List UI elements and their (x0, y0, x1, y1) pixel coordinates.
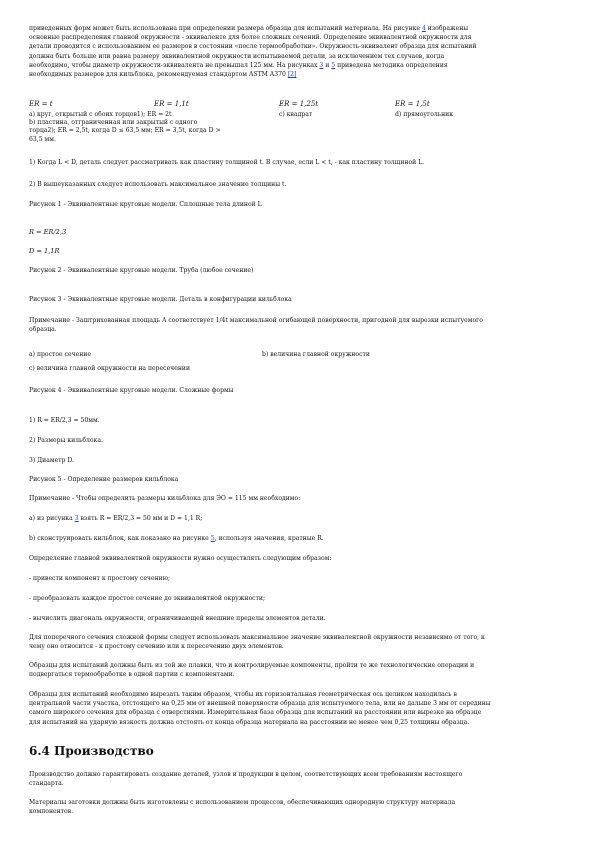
formula-r: R = ER/2,3 (29, 228, 67, 236)
intro-line: необходимых размеров для кильблока, рекомендуемая стандартом ASTM A370 (29, 71, 286, 79)
link-reference-2[interactable]: [2] (287, 71, 297, 79)
figure4-label-a: а) простое сечение (29, 351, 91, 358)
paragraph-line: Производство должно гарантировать создание деталей, узлов и продукции в целом, соответствующих всем требованиям настоящего (29, 771, 463, 778)
figure1-label-b-line: b) пластина, отграниченная или закрытый с одного (29, 119, 198, 126)
example-step-b (29, 534, 569, 543)
link-figure-5[interactable]: 5 (331, 61, 336, 69)
figure3-note (29, 316, 569, 334)
figure5-step-3: 3) Диаметр D. (29, 457, 75, 464)
formula-er-1-1t: ER = 1,1t (154, 100, 189, 108)
figure1-caption: Рисунок 1 - Эквивалентные круговые модели. Сплошные тела длиной L (29, 201, 262, 208)
figure1-label-d: d) прямоугольник (395, 111, 453, 118)
paragraph-cutting (29, 690, 569, 727)
example-note: Примечание - Чтобы определить размеры кильблока для ЭО = 115 мм необходимо: (29, 495, 301, 502)
link-figure-4[interactable]: 4 (421, 25, 426, 32)
paragraph-cross-section (29, 633, 569, 651)
intro-line: детали проводится с использованием ее размеров в состоянии «после термообработки». Окружность-эквивалент образца для испытаний (29, 43, 477, 51)
figure4-labels-row1 (29, 351, 569, 360)
figure2-caption: Рисунок 2 - Эквивалентные круговые модели. Труба (любое сечение) (29, 267, 254, 274)
paragraph-specimens (29, 661, 569, 679)
figure5-step-1: 1) R = ER/2,3 = 50мм. (29, 417, 100, 424)
example-text: взять R = ER/2,3 = 50 мм и D = 1,1 R; (80, 515, 203, 522)
procedure-item: - вычислить диагональ окружности, ограничивающей внешние пределы элементов детали. (29, 615, 326, 622)
figure3-caption: Рисунок 3 - Эквивалентные круговые модели. Деталь в конфигурации кильблока (29, 296, 292, 303)
intro-paragraph (29, 24, 569, 79)
paragraph-line: центральной части участка, отстоящего на 0,25 мм от внешней поверхности образца для испытуемого тела, или не дальше 3 мм от середины (29, 700, 491, 708)
paragraph-line: самого широкого сечения для образца с отверстиями. Измерительная база образца для испытаний на расстоянии или вырезке на образце (29, 709, 482, 717)
section-heading: 6.4 Производство (29, 744, 154, 758)
figure5-caption: Рисунок 5 - Определение размеров кильблока (29, 476, 179, 483)
procedure-intro: Определение главной эквивалентной окружности нужно осуществлять следующим образом: (29, 555, 332, 562)
figure1-label-b (29, 119, 259, 144)
figure3-note-line: Примечание - Заштрихованная площадь A соответствует 1/4t максимальной огибающей поверхности, пригодной для вырезки испытуемого (29, 317, 483, 324)
example-text: , используя значения, кратные R. (214, 535, 324, 542)
note-1: 1) Когда L < D, деталь следует рассматривать как пластину толщиной t. В случае, если L < t, - как пластину толщиной L. (29, 159, 425, 166)
figure1-label-a: а) круг, открытый с обоих торцов1); ER = 2t (29, 111, 172, 118)
paragraph-line: для испытаний на ударную вязкость должна отстоять от конца образца материала на расстоянии не менее чем 0,25 толщины образца. (29, 718, 470, 726)
formula-d: D = 1,1R (29, 247, 60, 255)
intro-line: приведенных форм может быть использована при определении размера образца для испытаний материала. На рисунке (29, 25, 421, 32)
figure4-label-c: с) величина главной окружности на пересечении (29, 365, 191, 372)
paragraph-materials (29, 798, 569, 816)
figure3-note-line: образца. (29, 326, 57, 334)
paragraph-line: Образцы для испытаний необходимо вырезать таким образом, чтобы их горизонтальная геометрическая ось целиком находилась в (29, 691, 457, 698)
intro-line: и (325, 61, 330, 69)
paragraph-line: компонентов. (29, 808, 74, 816)
example-step-a (29, 514, 569, 523)
intro-line: изображены (427, 25, 469, 32)
link-figure-3[interactable]: 3 (74, 515, 79, 522)
paragraph-line: Для поперечного сечения сложной формы следует использовать максимальное значение эквивалентной окружности независимо от того, к (29, 634, 485, 641)
figure5-step-2: 2) Размеры кильблока. (29, 437, 103, 444)
figure4-caption: Рисунок 4 - Эквивалентные круговые модели. Сложные формы (29, 387, 234, 394)
paragraph-line: Материалы заготовки должны быть изготовлены с использованием процессов, обеспечивающих однородную структуру материала (29, 799, 456, 806)
figure1-label-b-line: торца2); ER = 2,5t, когда D ≤ 63,5 мм; ER = 3,5t, когда D > (29, 127, 221, 135)
link-figure-3[interactable]: 3 (319, 61, 324, 69)
procedure-item: - привести компонент к простому сечению; (29, 575, 171, 582)
paragraph-production (29, 770, 569, 788)
figure4-label-b: b) величина главной окружности (262, 351, 370, 358)
example-text: b) сконструировать кильблок, как показано на рисунке (29, 535, 209, 542)
note-2: 2) В вышеуказанных следует использовать максимальное значение толщины t. (29, 181, 287, 188)
formula-er-t: ER = t (29, 100, 53, 108)
intro-line: должна быть больше или равна размеру эквивалентной окружности испытываемой детали, за исключением тех случаев, когда (29, 52, 445, 60)
formula-er-1-25t: ER = 1,25t (279, 100, 319, 108)
paragraph-line: чему оно относится - к простому сечению или к пересечению двух элементов. (29, 643, 284, 651)
intro-line: основные распределения главной окружности - эквиваленте для более сложных сечений. Определение эквивалентной окружности для (29, 34, 472, 42)
link-figure-5[interactable]: 5 (210, 535, 215, 542)
intro-line: необходимо, чтобы диаметр окружности-эквивалента не превышал 125 мм. На рисунках (29, 61, 318, 69)
paragraph-line: стандарта. (29, 780, 64, 788)
formula-er-1-5t: ER = 1,5t (395, 100, 430, 108)
intro-line: приведена методика определения (337, 61, 448, 69)
example-text: а) из рисунка (29, 515, 73, 522)
figure1-label-c: с) квадрат (279, 111, 313, 118)
figure1-formulas (29, 100, 569, 109)
paragraph-line: подвергаться термообработке в одной партии с компонентами. (29, 671, 235, 679)
figure1-label-b-line: 63,5 мм. (29, 135, 56, 143)
procedure-item: - преобразовать каждое простое сечение до эквивалентной окружности; (29, 595, 266, 602)
paragraph-line: Образцы для испытаний должны быть из той же плавки, что и контролируемые компоненты, пройти те же технологические операции и (29, 662, 475, 669)
